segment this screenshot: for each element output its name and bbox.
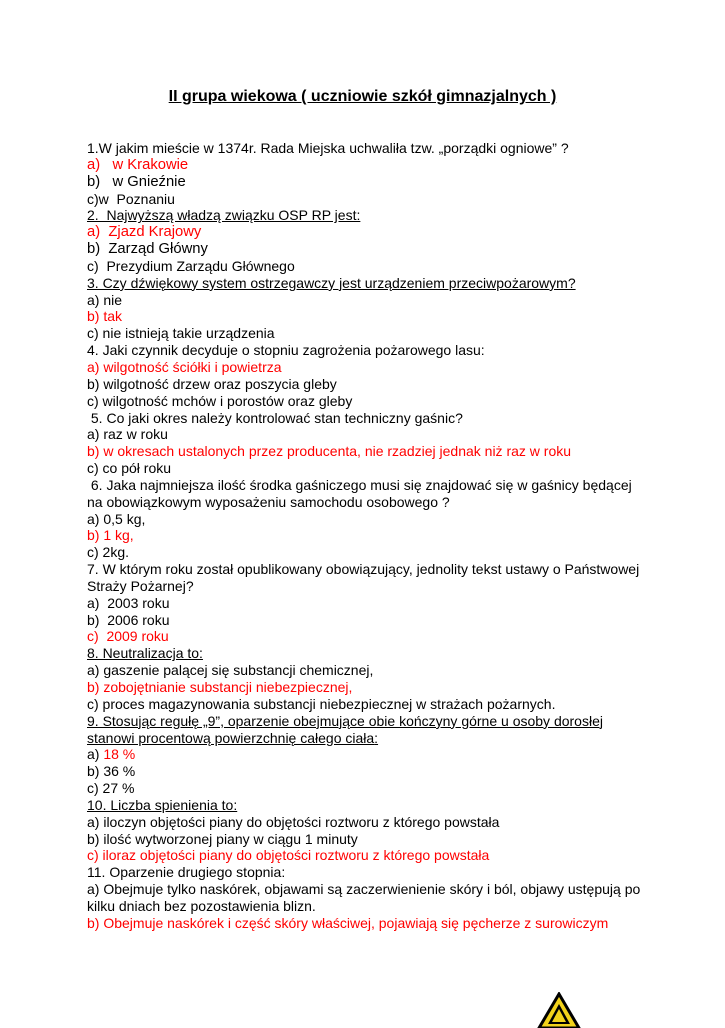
question-9-text: 9. Stosując regułę „9”, oparzenie obejmujące obie kończyny górne u osoby dorosłej stanowi procentową powierzchnię całego ciała — [87, 712, 603, 746]
answer-1a-text: w Krakowie — [100, 156, 189, 173]
answer-8a: a) gaszenie palącej się substancji chemicznej, — [87, 662, 374, 679]
question-10: 10. Liczba spienienia to: — [87, 796, 238, 813]
question-2: 2. Najwyższą władzą związku OSP RP jest: — [87, 207, 361, 224]
answer-1b — [87, 174, 647, 191]
answer-5a: a) raz w roku — [87, 426, 168, 443]
answer-10b: b) ilość wytworzonej piany w ciągu 1 minuty — [87, 830, 358, 847]
question-3: 3. Czy dźwiękowy system ostrzegawczy jest urządzeniem przeciwpożarowym? — [87, 274, 576, 291]
answer-1a — [87, 157, 647, 174]
answer-9a-prefix: a) — [87, 746, 104, 763]
answer-9a-text: 18 % — [103, 746, 136, 763]
answer-2c: c) Prezydium Zarządu Głównego — [87, 257, 295, 274]
answer-4b: b) wilgotność drzew oraz poszycia gleby — [87, 375, 337, 392]
answer-3c: c) nie istnieją takie urządzenia — [87, 325, 275, 342]
answer-3a: a) nie — [87, 291, 123, 308]
answer-9b: b) 36 % — [87, 763, 136, 780]
answer-10a: a) iloczyn objętości piany do objętości roztworu z którego powstała — [87, 813, 500, 830]
answer-1b-prefix: b) — [87, 173, 101, 190]
answer-6b: b) 1 kg, — [87, 527, 134, 544]
question-7: 7. W którym roku został opublikowany obowiązujący, jednolity tekst ustawy o Państwowej Straży Pożarnej? — [87, 561, 640, 594]
page-title: II grupa wiekowa ( uczniowie szkół gimnazjalnych ) — [168, 88, 557, 105]
warning-triangle-icon — [537, 992, 581, 1028]
question-1: 1.W jakim mieście w 1374r. Rada Miejska uchwaliła tzw. „porządki ogniowe” ? — [87, 140, 569, 156]
answer-2b: b) Zarząd Główny — [87, 241, 208, 258]
answer-1c-text: Poznaniu — [108, 190, 175, 207]
answer-1a-prefix: a) — [87, 156, 101, 173]
answer-7a: a) 2003 roku — [87, 594, 170, 611]
question-9-colon: : — [374, 729, 379, 746]
question-6: 6. Jaka najmniejsza ilość środka gaśniczego musi się znajdować się w gaśnicy będącej na obowiązkowym wyposażeniu samochodu osobowego ? — [87, 476, 636, 510]
answer-7c: c) 2009 roku — [87, 628, 169, 645]
answer-5c: c) co pół roku — [87, 460, 172, 477]
answer-1c — [87, 191, 647, 208]
answer-8b: b) zobojętnianie substancji niebezpiecznej, — [87, 679, 353, 695]
answer-10c: c) iloraz objętości piany do objętości roztworu z którego powstała — [87, 847, 490, 864]
answer-11b: b) Obejmuje naskórek i część skóry właściwej, pojawiają się pęcherze z surowiczym — [87, 914, 609, 931]
answer-2a: a) Zjazd Krajowy — [87, 224, 202, 241]
answer-7b: b) 2006 roku — [87, 611, 170, 628]
answer-11a: a) Obejmuje tylko naskórek, objawami są zaczerwienienie skóry i ból, objawy ustępują po kilku dniach bez pozostawienia blizn. — [87, 881, 641, 914]
answer-4c: c) wilgotność mchów i porostów oraz gleby — [87, 392, 353, 409]
question-9 — [87, 713, 647, 747]
answer-3b: b) tak — [87, 308, 123, 325]
answer-4a: a) wilgotność ściółki i powietrza — [87, 358, 282, 375]
answer-9a — [87, 746, 647, 763]
question-5: 5. Co jaki okres należy kontrolować stan techniczny gaśnic? — [87, 409, 463, 426]
answer-6c: c) 2kg. — [87, 544, 130, 561]
quiz-content — [87, 140, 647, 932]
answer-6a: a) 0,5 kg, — [87, 510, 146, 527]
question-4: 4. Jaki czynnik decyduje o stopniu zagrożenia pożarowego lasu: — [87, 342, 485, 359]
question-11: 11. Oparzenie drugiego stopnia: — [87, 864, 286, 881]
answer-1c-prefix: c)w — [87, 190, 109, 207]
answer-5b: b) w okresach ustalonych przez producenta, nie rzadziej jednak niż raz w roku — [87, 443, 572, 460]
answer-1b-text: w Gnieźnie — [100, 173, 186, 190]
question-8: 8. Neutralizacja to: — [87, 645, 203, 662]
answer-9c: c) 27 % — [87, 780, 135, 797]
answer-8c: c) proces magazynowania substancji niebezpiecznej w strażach pożarnych. — [87, 695, 556, 712]
